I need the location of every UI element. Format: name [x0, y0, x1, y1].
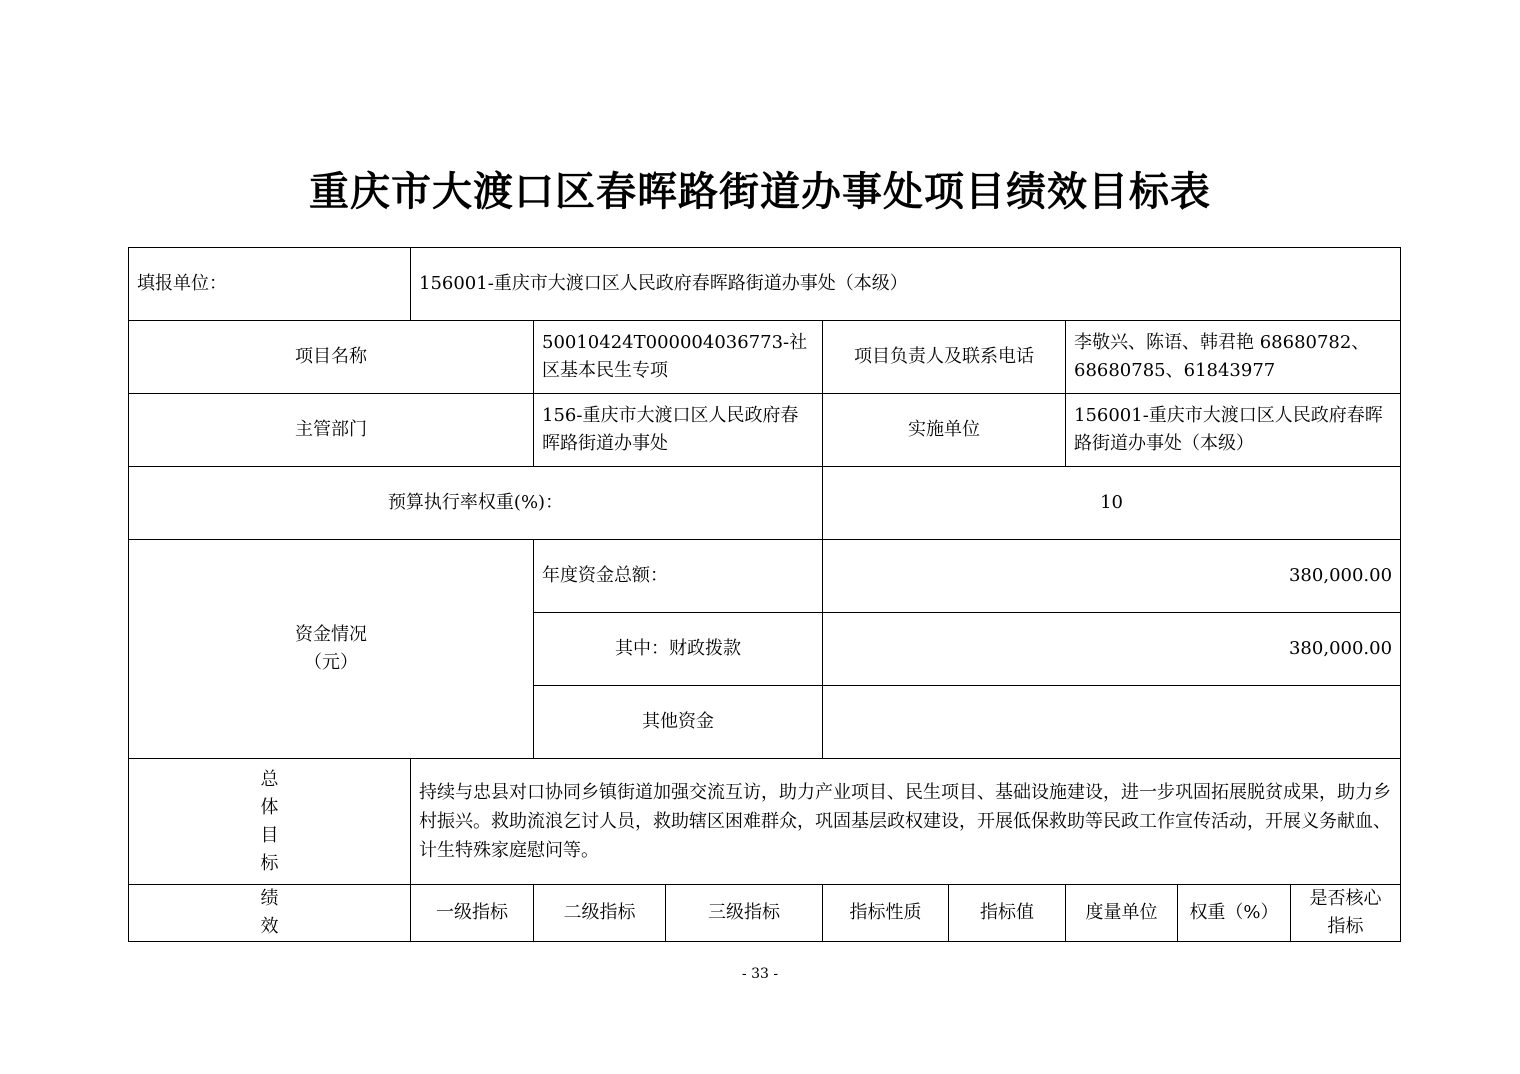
indicator-header-row	[129, 885, 1401, 942]
other-funds-value	[823, 686, 1401, 759]
header-core-line1: 是否核心	[1309, 888, 1382, 909]
perf-char-2: 效	[260, 916, 279, 937]
unit-value: 156001-重庆市大渡口区人民政府春晖路街道办事处（本级）	[411, 248, 1401, 321]
header-value: 指标值	[949, 885, 1066, 942]
header-nature: 指标性质	[823, 885, 949, 942]
goal-char-2: 体	[260, 796, 279, 818]
overall-goal-label	[129, 759, 411, 885]
goal-char-1: 总	[260, 768, 279, 790]
annual-total-value: 380,000.00	[823, 540, 1401, 613]
performance-label	[129, 885, 411, 942]
funds-label-line1: 资金情况	[295, 624, 367, 645]
header-unit: 度量单位	[1066, 885, 1178, 942]
funds-label-line2: （元）	[304, 652, 358, 673]
budget-rate-row	[129, 467, 1401, 540]
project-row	[129, 321, 1401, 394]
goal-char-4: 标	[260, 852, 279, 874]
goal-char-3: 目	[260, 824, 279, 846]
fiscal-value: 380,000.00	[823, 613, 1401, 686]
perf-char-1: 绩	[260, 888, 279, 909]
other-funds-label: 其他资金	[534, 686, 823, 759]
page-title: 重庆市大渡口区春晖路街道办事处项目绩效目标表	[309, 168, 1211, 215]
header-core	[1291, 885, 1401, 942]
budget-rate-label: 预算执行率权重(%)：	[129, 467, 823, 540]
dept-row	[129, 394, 1401, 467]
unit-label: 填报单位：	[129, 248, 411, 321]
header-level1: 一级指标	[411, 885, 534, 942]
funds-label	[129, 540, 534, 759]
overall-goal-text: 持续与忠县对口协同乡镇街道加强交流互访，助力产业项目、民生项目、基础设施建设，进一步巩固拓展脱贫成果，助力乡村振兴。救助流浪乞讨人员，救助辖区困难群众，巩固基层政权建设，开展低保救助等民政工作宣传活动，开展义务献血、计生特殊家庭慰问等。	[411, 759, 1401, 885]
header-level3: 三级指标	[666, 885, 823, 942]
project-name-label: 项目名称	[129, 321, 534, 394]
dept-label: 主管部门	[129, 394, 534, 467]
annual-total-label: 年度资金总额：	[534, 540, 823, 613]
contact-label: 项目负责人及联系电话	[823, 321, 1066, 394]
impl-value: 156001-重庆市大渡口区人民政府春晖路街道办事处（本级）	[1066, 394, 1401, 467]
unit-row	[129, 248, 1401, 321]
header-level2: 二级指标	[534, 885, 666, 942]
project-name-value: 50010424T000004036773-社区基本民生专项	[534, 321, 823, 394]
header-core-line2: 指标	[1327, 916, 1364, 937]
budget-rate-value: 10	[823, 467, 1401, 540]
header-weight: 权重（%）	[1178, 885, 1291, 942]
performance-target-table	[128, 247, 1401, 942]
fiscal-label: 其中：财政拨款	[534, 613, 823, 686]
impl-label: 实施单位	[823, 394, 1066, 467]
funds-total-row	[129, 540, 1401, 613]
dept-value: 156-重庆市大渡口区人民政府春晖路街道办事处	[534, 394, 823, 467]
overall-goal-row	[129, 759, 1401, 885]
page-number: - 33 -	[741, 966, 779, 982]
contact-value: 李敬兴、陈语、韩君艳 68680782、68680785、61843977	[1066, 321, 1401, 394]
